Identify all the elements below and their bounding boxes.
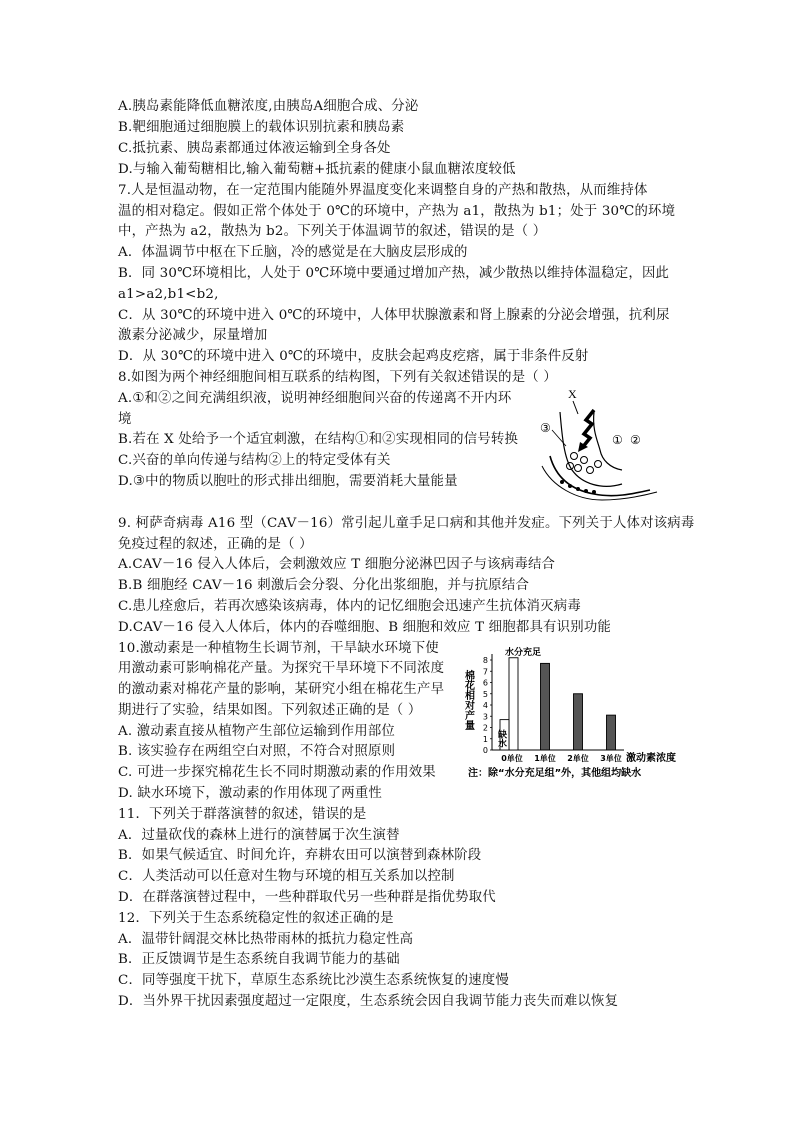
q10-option-c: C. 可进一步探究棉花生长不同时期激动素的作用效果 (118, 765, 436, 780)
q6-option-c: C.抵抗素、胰岛素都通过体液运输到全身各处 (118, 141, 391, 156)
q7-stem-line-3: 中，产热为 a2，散热为 b2。下列关于体温调节的叙述，错误的是（ ） (118, 224, 547, 239)
label-2: ② (630, 433, 641, 447)
q9-option-d: D.CAV－16 侵入人体后，体内的吞噬细胞、B 细胞和效应 T 细胞都具有识别功能 (118, 620, 611, 635)
q12-option-d: D．当外界干扰因素强度超过一定限度，生态系统会因自我调节能力丧失而难以恢复 (118, 994, 619, 1009)
bar (607, 715, 616, 750)
y-tick-label: 3 (482, 712, 488, 722)
vesicle (581, 457, 588, 464)
q9-option-b: B.B 细胞经 CAV－16 刺激后会分裂、分化出浆细胞，并与抗原结合 (118, 578, 530, 593)
vesicle (595, 461, 602, 468)
q10-stem-line-3: 的激动素对棉花产量的影响，某研究小组在棉花生产早 (118, 682, 445, 697)
vesicle (587, 467, 594, 474)
y-tick-label: 2 (482, 723, 488, 733)
q12-option-b: B．正反馈调节是生态系统自我调节能力的基础 (118, 952, 400, 967)
receptor-dot (560, 480, 564, 484)
q7-option-a: A．体温调节中枢在下丘脑，冷的感觉是在大脑皮层形成的 (118, 245, 468, 260)
receptor-dot (576, 487, 580, 491)
q6-option-b: B.靶细胞通过细胞膜上的载体识别抗素和胰岛素 (118, 120, 405, 135)
q12-option-a: A．温带针阔混交林比热带雨林的抵抗力稳定性高 (118, 932, 414, 947)
y-tick-label: 6 (482, 678, 488, 688)
bar (574, 694, 583, 750)
label-3: ③ (540, 421, 551, 435)
q11-option-a: A．过量砍伐的森林上进行的演替属于次生演替 (118, 828, 400, 843)
q10-stem-line-1: 10.激动素是一种植物生长调节剂，干旱缺水环境下使 (118, 641, 439, 656)
cotton-yield-bar-chart (464, 640, 694, 782)
y-tick-label: 5 (482, 689, 488, 699)
label-3-pointer (552, 430, 566, 446)
bar (509, 658, 518, 750)
q8-option-a-line-1: A.①和②之间充满组织液，说明神经细胞间兴奋的传递离不开内环 (118, 391, 512, 406)
bar-label: 水分充足 (505, 647, 542, 658)
x-tick-label: 1单位 (534, 754, 556, 763)
q7-stem-line-1: 7.人是恒温动物，在一定范围内能随外界温度变化来调整自身的产热和散热，从而维持体 (118, 183, 648, 198)
q7-option-d: D．从 30℃的环境中进入 0℃的环境中，皮肤会起鸡皮疙瘩，属于非条件反射 (118, 349, 589, 364)
impulse-arrow (582, 410, 594, 448)
x-tick-label: 3单位 (600, 754, 622, 763)
x-axis-label: 激动素浓度 (626, 753, 676, 764)
q11-stem: 11．下列关于群落演替的叙述，错误的是 (118, 807, 367, 822)
y-tick-label: 7 (482, 667, 488, 677)
q8-option-c: C.兴奋的单向传递与结构②上的特定受体有关 (118, 453, 391, 468)
bar (541, 663, 550, 750)
q7-option-b-line-2: a1>a2,b1<b2, (118, 287, 219, 302)
q12-option-c: C．同等强度干扰下，草原生态系统比沙漠生态系统恢复的速度慢 (118, 973, 509, 988)
q9-stem-line-2: 免疫过程的叙述，正确的是（ ） (118, 537, 313, 552)
receptor-dot (584, 489, 588, 493)
q8-option-a-line-2: 境 (118, 412, 132, 427)
q8-option-d: D.③中的物质以胞吐的形式排出细胞，需要消耗大量能量 (118, 474, 458, 489)
q6-option-a: A.胰岛素能降低血糖浓度,由胰岛A细胞合成、分泌 (118, 99, 419, 114)
x-tick-label: 2单位 (567, 754, 589, 763)
y-axis-label: 棉花相对产量 (462, 670, 474, 730)
q9-stem-line-1: 9. 柯萨奇病毒 A16 型（CAV－16）常引起儿童手足口病和其他并发症。下列关于人体对该病毒 (118, 516, 695, 531)
y-tick-label: 0 (482, 746, 488, 755)
x-pointer-line (573, 401, 578, 414)
q8-stem: 8.如图为两个神经细胞间相互联系的结构图，下列有关叙述错误的是（ ） (118, 370, 557, 385)
q8-option-b: B.若在 X 处给予一个适宜刺激，在结构①和②实现相同的信号转换 (118, 432, 519, 447)
q10-stem-line-4: 期进行了实验，结果如图。下列叙述正确的是（ ） (118, 703, 422, 718)
q6-option-d: D.与输入葡萄糖相比,输入葡萄糖+抵抗素的健康小鼠血糖浓度较低 (118, 162, 516, 177)
q11-option-b: B．如果气候适宜、时间允许，弃耕农田可以演替到森林阶段 (118, 848, 482, 863)
synapse-figure (532, 386, 682, 501)
y-tick-label: 4 (482, 701, 488, 710)
q9-option-c: C.患儿痊愈后，若再次感染该病毒，体内的记忆细胞会迅速产生抗体消灭病毒 (118, 599, 581, 614)
q9-option-a: A.CAV－16 侵入人体后，会刺激效应 T 细胞分泌淋巴因子与该病毒结合 (118, 557, 556, 572)
q11-option-d: D．在群落演替过程中，一些种群取代另一些种群是指优势取代 (118, 890, 496, 905)
q7-stem-line-2: 温的相对稳定。假如正常个体处于 0℃的环境中，产热为 a1，散热为 b1；处于 30℃的环境 (118, 204, 676, 219)
q10-stem-line-2: 用激动素可影响棉花产量。为探究干旱环境下不同浓度 (118, 661, 445, 676)
q10-option-d: D. 缺水环境下，激动素的作用体现了两重性 (118, 786, 383, 801)
vesicle (571, 453, 578, 460)
q7-option-c-line-2: 激素分泌减少，尿量增加 (118, 328, 268, 343)
vesicle (575, 465, 582, 472)
label-x: X (568, 387, 577, 401)
label-1: ① (612, 433, 623, 447)
x-tick-label: 0单位 (501, 754, 523, 763)
q10-option-a: A. 激动素直接从植物产生部位运输到作用部位 (118, 724, 396, 739)
q7-option-b-line-1: B．同 30℃环境相比，人处于 0℃环境中要通过增加产热，减少散热以维持体温稳定，因此 (118, 266, 670, 281)
bar-label: 缺水 (496, 729, 506, 748)
receptor-dot (568, 484, 572, 488)
q7-option-c-line-1: C．从 30℃的环境中进入 0℃的环境中，人体甲状腺激素和肾上腺素的分泌会增强，抗利尿 (118, 308, 670, 323)
q12-stem: 12．下列关于生态系统稳定性的叙述正确的是 (118, 911, 394, 926)
y-tick-label: 1 (482, 734, 488, 744)
y-tick-label: 8 (482, 656, 488, 665)
q11-option-c: C．人类活动可以任意对生物与环境的相互关系加以控制 (118, 869, 455, 884)
chart-note: 注：除“水分充足组”外，其他组均缺水 (468, 768, 642, 779)
q10-option-b: B. 该实验存在两组空白对照，不符合对照原则 (118, 744, 396, 759)
receptor-dot (592, 490, 596, 494)
